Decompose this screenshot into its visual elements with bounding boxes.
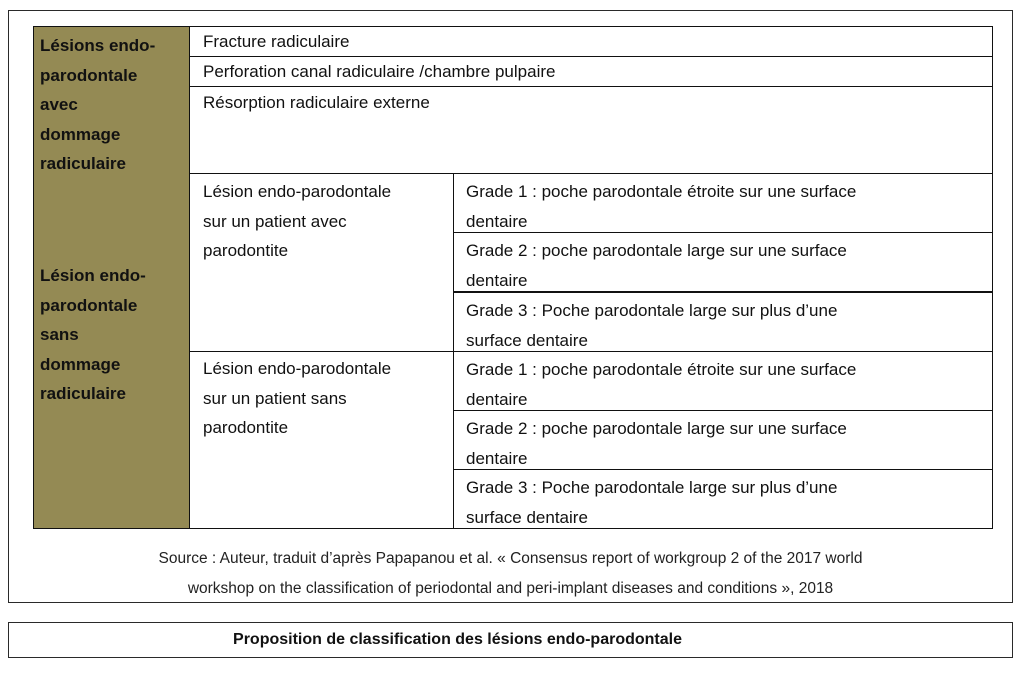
sub-label-with-periodontitis: Lésion endo-parodontale sur un patient avec parodontite xyxy=(203,182,392,260)
table-border-bottom xyxy=(33,528,993,529)
sub-label-without-periodontitis: Lésion endo-parodontale sur un patient sans parodontite xyxy=(203,359,392,437)
header-line: Lésion endo- xyxy=(40,266,146,285)
group-divider xyxy=(190,173,993,174)
grade-cell: Grade 1 : poche parodontale étroite sur une surface dentaire xyxy=(466,360,857,409)
sub-divider xyxy=(190,351,993,352)
row-divider xyxy=(190,56,993,57)
row-divider xyxy=(454,469,993,470)
grade-cell: Grade 1 : poche parodontale étroite sur une surface dentaire xyxy=(466,182,857,231)
row-root-fracture: Fracture radiculaire xyxy=(203,32,350,51)
table-border-left xyxy=(33,26,34,529)
grade-cell: Grade 3 : Poche parodontale large sur plus d’une surface dentaire xyxy=(466,478,838,527)
table-border-top xyxy=(33,26,993,27)
row-perforation: Perforation canal radiculaire /chambre pulpaire xyxy=(203,62,556,81)
row-divider xyxy=(454,232,993,233)
row-external-resorption: Résorption radiculaire externe xyxy=(203,93,430,112)
header-line: radiculaire xyxy=(40,154,126,173)
column-divider xyxy=(189,26,190,529)
caption-box xyxy=(8,622,1013,658)
header-line: avec xyxy=(40,95,78,114)
header-line: parodontale xyxy=(40,295,138,315)
header-line: dommage xyxy=(40,124,121,144)
header-cell-with-root-damage xyxy=(33,27,189,174)
grade-cell: Grade 2 : poche parodontale large sur une surface dentaire xyxy=(466,241,847,290)
header-line: dommage xyxy=(40,354,121,374)
grade-cell: Grade 3 : Poche parodontale large sur plus d’une surface dentaire xyxy=(466,301,838,350)
header-line: radiculaire xyxy=(40,384,126,403)
caption: Proposition de classification des lésions endo-parodontale xyxy=(233,631,682,648)
row-divider xyxy=(190,86,993,87)
header-line: Lésions endo- xyxy=(40,36,156,55)
column-divider xyxy=(453,174,454,529)
table-border-right xyxy=(992,26,993,529)
source-note: Source : Auteur, traduit d’après Papapanou et al. « Consensus report of workgroup 2 of the 2017 world workshop on the classification of periodontal and peri-implant diseases and conditions », 2018 xyxy=(158,550,863,597)
grade-cell: Grade 2 : poche parodontale large sur une surface dentaire xyxy=(466,419,847,468)
header-line: sans xyxy=(40,325,79,344)
row-divider xyxy=(454,291,993,293)
header-line: parodontale xyxy=(40,65,138,85)
row-divider xyxy=(454,410,993,411)
header-cell-without-root-damage xyxy=(33,174,189,528)
